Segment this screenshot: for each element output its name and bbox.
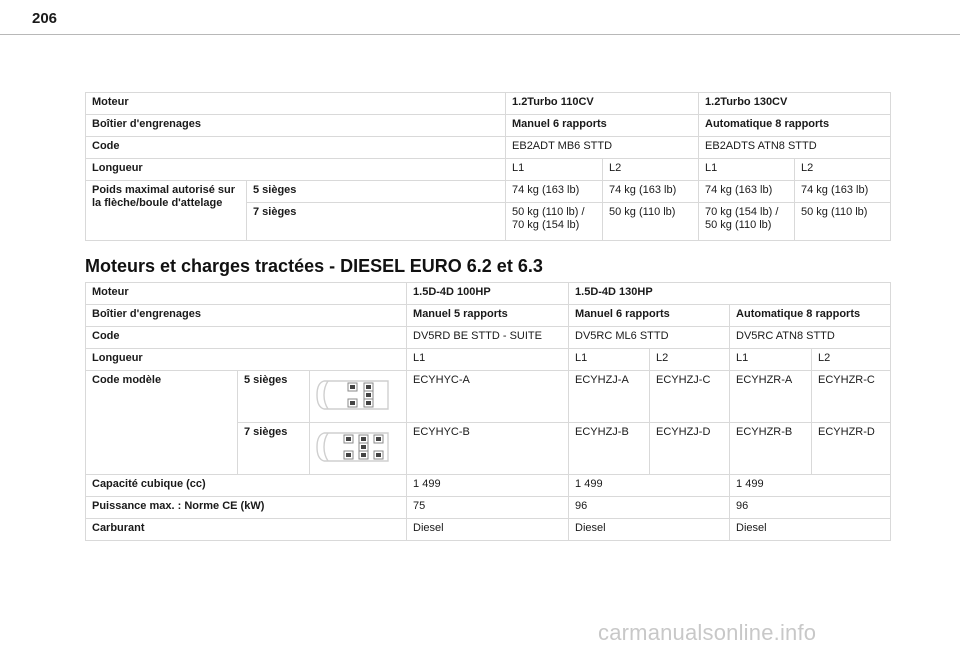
sub-label-5-seats: 5 sièges	[247, 181, 506, 203]
cell: 74 kg (163 lb)	[699, 181, 795, 203]
petrol-towing-table	[85, 92, 891, 241]
cell: ECYHZR-D	[812, 423, 891, 475]
row-label-longueur: Longueur	[86, 159, 506, 181]
table-row	[86, 115, 891, 137]
cell: ECYHYC-B	[407, 423, 569, 475]
sub-label-7-seats: 7 sièges	[238, 423, 310, 475]
row-label-boitier: Boîtier d'engrenages	[86, 305, 407, 327]
cell: 1.2Turbo 130CV	[699, 93, 891, 115]
row-label-moteur: Moteur	[86, 93, 506, 115]
cell: L2	[650, 349, 730, 371]
cell: 1.5D-4D 130HP	[569, 283, 891, 305]
cell: 50 kg (110 lb)	[795, 203, 891, 241]
cell: 70 kg (154 lb) / 50 kg (110 lb)	[699, 203, 795, 241]
cell: 96	[730, 497, 891, 519]
five-seat-layout-icon	[314, 375, 392, 415]
table-row	[86, 159, 891, 181]
cell: L1	[569, 349, 650, 371]
cell: DV5RC ML6 STTD	[569, 327, 730, 349]
watermark: carmanualsonline.info	[598, 620, 817, 645]
cell: 1 499	[730, 475, 891, 497]
cell: Diesel	[730, 519, 891, 541]
row-label-code: Code	[86, 327, 407, 349]
diesel-towing-table	[85, 282, 891, 541]
sub-label-5-seats: 5 sièges	[238, 371, 310, 423]
cell: Diesel	[407, 519, 569, 541]
cell: 75	[407, 497, 569, 519]
table-row	[86, 371, 891, 423]
cell: 96	[569, 497, 730, 519]
cell: ECYHZJ-D	[650, 423, 730, 475]
table-row	[86, 519, 891, 541]
section-title: Moteurs et charges tractées - DIESEL EURO 6.2 et 6.3	[85, 256, 543, 276]
table-row	[86, 137, 891, 159]
cell: L2	[603, 159, 699, 181]
cell: L1	[699, 159, 795, 181]
cell: EB2ADT MB6 STTD	[506, 137, 699, 159]
cell: ECYHZR-B	[730, 423, 812, 475]
row-label-carburant: Carburant	[86, 519, 407, 541]
row-label-capacite: Capacité cubique (cc)	[86, 475, 407, 497]
table-row	[86, 181, 891, 203]
table-row	[86, 327, 891, 349]
cell: ECYHZR-C	[812, 371, 891, 423]
page-number: 206	[32, 10, 58, 27]
table-row	[86, 305, 891, 327]
cell: ECYHZJ-C	[650, 371, 730, 423]
cell: 1 499	[569, 475, 730, 497]
cell: L1	[730, 349, 812, 371]
cell: ECYHZJ-B	[569, 423, 650, 475]
table-row	[86, 93, 891, 115]
cell: 1.2Turbo 110CV	[506, 93, 699, 115]
row-label-boitier: Boîtier d'engrenages	[86, 115, 506, 137]
cell: L2	[812, 349, 891, 371]
cell: ECYHZR-A	[730, 371, 812, 423]
table-row	[86, 497, 891, 519]
cell: EB2ADTS ATN8 STTD	[699, 137, 891, 159]
cell: L1	[506, 159, 603, 181]
cell: 1.5D-4D 100HP	[407, 283, 569, 305]
header-divider	[0, 34, 960, 35]
row-label-longueur: Longueur	[86, 349, 407, 371]
cell: Automatique 8 rapports	[699, 115, 891, 137]
cell: 74 kg (163 lb)	[795, 181, 891, 203]
seven-seat-layout-icon	[314, 427, 392, 467]
cell: 1 499	[407, 475, 569, 497]
cell: ECYHZJ-A	[569, 371, 650, 423]
cell: Automatique 8 rapports	[730, 305, 891, 327]
table-row	[86, 349, 891, 371]
cell: Manuel 6 rapports	[569, 305, 730, 327]
row-label-poids: Poids maximal autorisé sur la flèche/boule d'attelage	[86, 181, 247, 241]
row-label-code: Code	[86, 137, 506, 159]
cell: Manuel 6 rapports	[506, 115, 699, 137]
cell: ECYHYC-A	[407, 371, 569, 423]
cell: L2	[795, 159, 891, 181]
seat-layout-cell	[310, 371, 407, 423]
table-row	[86, 475, 891, 497]
cell: DV5RD BE STTD - SUITE	[407, 327, 569, 349]
seat-layout-cell	[310, 423, 407, 475]
row-label-code-modele: Code modèle	[86, 371, 238, 475]
row-label-puissance: Puissance max. : Norme CE (kW)	[86, 497, 407, 519]
table-row	[86, 283, 891, 305]
cell: 50 kg (110 lb)	[603, 203, 699, 241]
cell: 50 kg (110 lb) / 70 kg (154 lb)	[506, 203, 603, 241]
cell: Manuel 5 rapports	[407, 305, 569, 327]
cell: L1	[407, 349, 569, 371]
cell: 74 kg (163 lb)	[603, 181, 699, 203]
cell: Diesel	[569, 519, 730, 541]
sub-label-7-seats: 7 sièges	[247, 203, 506, 241]
cell: 74 kg (163 lb)	[506, 181, 603, 203]
cell: DV5RC ATN8 STTD	[730, 327, 891, 349]
row-label-moteur: Moteur	[86, 283, 407, 305]
